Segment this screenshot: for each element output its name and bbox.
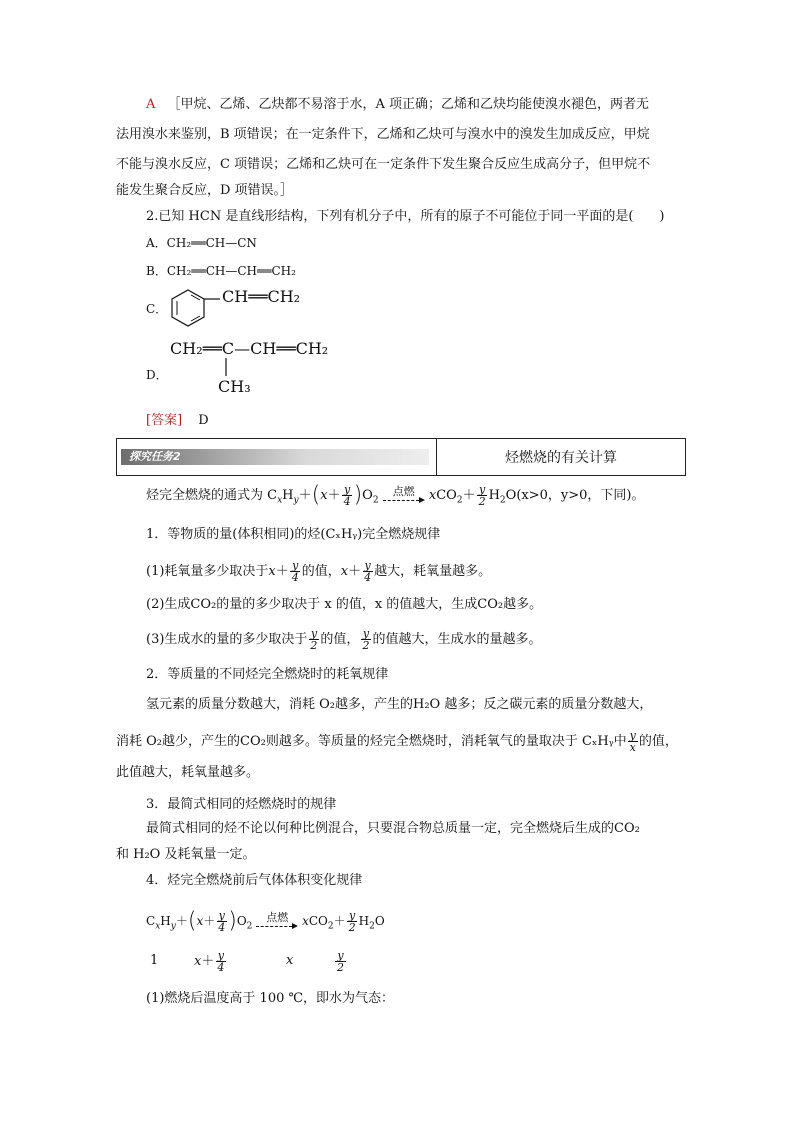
section-2-line-1: 氢元素的质量分数越大，消耗 O₂越多，产生的H₂O 越多；反之碳元素的质量分数越大， bbox=[146, 697, 653, 712]
option-d-main-chain: CH₂══C—CH══CH₂ bbox=[170, 339, 329, 358]
answer-row bbox=[146, 412, 209, 430]
general-eq-prefix: 烃完全燃烧的通式为 C bbox=[146, 488, 278, 503]
general-eq-suffix: (x>0，y>0，下同)。 bbox=[516, 488, 645, 503]
answer-explanation-line-1 bbox=[146, 96, 649, 114]
task-banner-label: 探究任务2 bbox=[129, 450, 181, 463]
task-title: 烃燃烧的有关计算 bbox=[505, 450, 617, 466]
answer-explanation-line-4: 能发生聚合反应，D 项错误。］ bbox=[116, 183, 294, 198]
option-b: B．CH₂══CH—CH══CH₂ bbox=[146, 264, 296, 278]
section-4-coef-h2o: $\frac{y}{2}$ bbox=[337, 949, 344, 974]
task-banner-cell bbox=[117, 439, 437, 475]
s1p3-end: 的值越大，生成水的量越多。 bbox=[372, 632, 542, 647]
task-header-box bbox=[116, 438, 686, 476]
s1p1-text: (1)耗氧量多少取决于 bbox=[146, 564, 269, 579]
s1p3-mid: 的值， bbox=[320, 632, 360, 647]
reaction-arrow-icon-2 bbox=[256, 912, 298, 931]
section-4-heading: 4．烃完全燃烧前后气体体积变化规律 bbox=[146, 873, 363, 888]
answer-explanation-line-3: 不能与溴水反应，C 项错误；乙烯和乙炔可在一定条件下发生聚合反应生成高分子，但甲烷不 bbox=[116, 157, 651, 172]
question-stem: 2.已知 HCN 是直线形结构，下列有机分子中，所有的原子不可能位于同一平面的是( ) bbox=[146, 209, 665, 224]
option-d-methyl: CH₃ bbox=[218, 377, 251, 396]
section-2-heading: 2．等质量的不同烃完全燃烧时的耗氧规律 bbox=[146, 667, 389, 682]
s1p3-text: (3)生成水的量的多少取决于 bbox=[146, 632, 308, 647]
section-2-line-2: 消耗 O₂越少，产生的CO₂则越多。等质量的烃完全燃烧时，消耗氧气的量取决于 CₓHᵧ中 $\frac{y}{x}$ 的值， bbox=[116, 729, 678, 754]
section-4-coef-o2: x＋ $\frac{y}{4}$ bbox=[194, 949, 225, 974]
answer-tag: [答案] bbox=[146, 413, 183, 428]
section-4-coef-1: 1 bbox=[150, 953, 159, 968]
section-1-p1: (1)耗氧量多少取决于x＋ $\frac{y}{4}$ 的值，x＋ $\frac{y}{4}$ 越大，耗氧量越多。 bbox=[146, 559, 492, 584]
answer-text-1: ［甲烷、乙烯、乙炔都不易溶于水，A 项正确；乙烯和乙炔均能使溴水褪色，两者无 bbox=[167, 97, 650, 112]
reaction-condition-2: 点燃 bbox=[266, 911, 289, 924]
s2l2-text: 消耗 O₂越少，产生的CO₂则越多。等质量的烃完全燃烧时，消耗氧气的量取决于 CₓHᵧ中 bbox=[116, 734, 627, 749]
section-3-line-2: 和 H₂O 及耗氧量一定。 bbox=[116, 847, 256, 862]
option-a: A．CH₂══CH—CN bbox=[146, 236, 257, 250]
answer-explanation-line-2: 法用溴水来鉴别，B 项错误；在一定条件下，乙烯和乙炔可与溴水中的溴发生加成反应，甲烷 bbox=[116, 127, 650, 142]
section-1-p2: (2)生成CO₂的量的多少取决于 x 的值，x 的值越大，生成CO₂越多。 bbox=[146, 597, 543, 612]
section-1-p3: (3)生成水的量的多少取决于 $\frac{y}{2}$ 的值， $\frac{y}{2}$ 的值越大，生成水的量越多。 bbox=[146, 627, 542, 652]
section-2-line-3: 此值越大，耗氧量越多。 bbox=[116, 765, 260, 780]
answer-value: D bbox=[198, 413, 209, 428]
s1p1-end: 越大，耗氧量越多。 bbox=[374, 564, 492, 579]
option-d-label: D． bbox=[146, 368, 168, 382]
section-4-p1: (1)燃烧后温度高于 100 ℃，即水为气态： bbox=[146, 991, 395, 1006]
option-c-vinyl: CH══CH₂ bbox=[222, 287, 301, 306]
s2l2-end: 的值， bbox=[638, 734, 678, 749]
option-c-label: C． bbox=[146, 302, 168, 316]
reaction-condition: 点燃 bbox=[392, 485, 415, 498]
section-3-heading: 3．最简式相同的烃燃烧时的规律 bbox=[146, 797, 337, 812]
section-3-line-1: 最简式相同的烃不论以何种比例混合，只要混合物总质量一定，完全燃烧后生成的CO₂ bbox=[146, 821, 640, 836]
general-equation: 烃完全燃烧的通式为 $C_xH_y+(x+$ $\frac{y}{4}$ )$O_2$ 点燃 xCO$_2$＋ $\frac{y}{2}$ $H_2O(x>0$，y>0，下同)。 bbox=[146, 482, 645, 508]
task-banner bbox=[121, 449, 429, 465]
s1p1-mid: 的值， bbox=[301, 564, 341, 579]
answer-letter: A bbox=[146, 97, 156, 112]
section-4-coef-x: x bbox=[286, 953, 294, 968]
reaction-arrow-icon bbox=[383, 486, 425, 505]
section-1-heading: 1．等物质的量(体积相同)的烃(CₓHᵧ)完全燃烧规律 bbox=[146, 527, 441, 542]
section-4-equation: $C_xH_y+(x+$ $\frac{y}{4}$ )$O_2$ 点燃 xCO$_2$＋ $\frac{y}{2}$ $H_2O$ bbox=[146, 908, 385, 934]
